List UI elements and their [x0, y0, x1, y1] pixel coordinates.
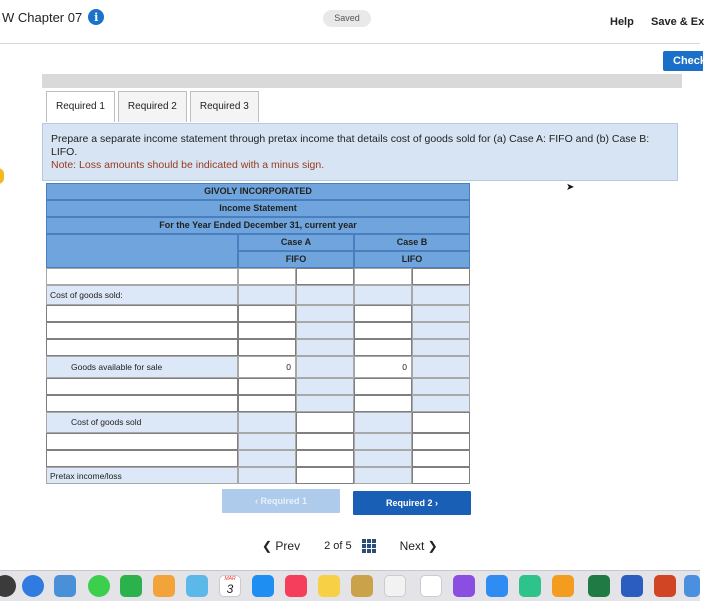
notes-icon[interactable]: [318, 575, 340, 597]
blank-cell: [412, 305, 470, 322]
instructions-note: Note: Loss amounts should be indicated with a minus sign.: [51, 159, 325, 171]
table-row: [46, 450, 470, 467]
table-row: [46, 305, 470, 322]
row-label-input[interactable]: [46, 395, 238, 412]
help-button[interactable]: Help: [610, 16, 634, 28]
next-button[interactable]: [400, 539, 438, 553]
dock: [0, 570, 700, 601]
company-name: GIVOLY INCORPORATED: [46, 183, 470, 200]
table-row: [46, 339, 470, 356]
powerpoint-icon[interactable]: [654, 575, 676, 597]
blank-cell: [354, 412, 412, 433]
tab-required-1[interactable]: Required 1: [46, 91, 115, 122]
case-b-input[interactable]: [412, 450, 470, 467]
blank-cell: [412, 285, 470, 305]
case-b-input[interactable]: [412, 268, 470, 285]
tab-required-3[interactable]: Required 3: [190, 91, 259, 122]
blank-cell: [296, 378, 354, 395]
table-row: [46, 322, 470, 339]
row-label-input[interactable]: [46, 322, 238, 339]
maps-icon[interactable]: [186, 575, 208, 597]
row-label-input[interactable]: [46, 378, 238, 395]
chevron-right-icon: ›: [432, 498, 438, 508]
pretax-income-label: Pretax income/loss: [46, 467, 238, 484]
blank-cell: [354, 433, 412, 450]
next-required-label: Required 2: [385, 498, 433, 508]
calendar-month: MAR: [224, 576, 236, 582]
case-a-input[interactable]: [296, 268, 354, 285]
music-icon[interactable]: [285, 575, 307, 597]
mail-icon[interactable]: [54, 575, 76, 597]
blank-cell: [296, 395, 354, 412]
saved-status-badge: Saved: [323, 10, 371, 27]
blank-cell: [296, 305, 354, 322]
statement-period: For the Year Ended December 31, current year: [46, 217, 470, 234]
case-a-input[interactable]: [238, 339, 296, 356]
freeform-icon[interactable]: [420, 575, 442, 597]
cogs-case-b-input[interactable]: [412, 412, 470, 433]
podcasts-icon[interactable]: [453, 575, 475, 597]
case-b-input[interactable]: [354, 378, 412, 395]
finder-icon[interactable]: [486, 575, 508, 597]
table-row: [46, 356, 470, 373]
blank-cell: [296, 356, 354, 378]
case-b-input[interactable]: [354, 395, 412, 412]
excel-icon[interactable]: [588, 575, 610, 597]
app-icon[interactable]: [684, 575, 700, 597]
blank-cell: [238, 467, 296, 484]
grid-icon[interactable]: [362, 539, 376, 553]
chevron-left-icon: ‹: [254, 496, 261, 506]
row-label-input[interactable]: [46, 433, 238, 450]
tab-required-2[interactable]: Required 2: [118, 91, 187, 122]
prev-button[interactable]: [262, 539, 300, 553]
facetime-icon[interactable]: [120, 575, 142, 597]
blank-cell: [238, 450, 296, 467]
case-b-input[interactable]: [354, 268, 412, 285]
case-a-header: Case A: [238, 234, 354, 251]
table-row: [46, 412, 470, 429]
required-tabs: [46, 91, 262, 122]
blank-cell: [412, 395, 470, 412]
app-icon[interactable]: [351, 575, 373, 597]
goods-available-case-a: 0: [238, 356, 296, 378]
instructions-text: Prepare a separate income statement through pretax income that details cost of goods sold for (a) Case A: FIFO and (b) Case B: LIFO.: [51, 133, 650, 158]
blank-cell: [354, 467, 412, 484]
table-row: [46, 395, 470, 412]
reminders-icon[interactable]: [384, 575, 406, 597]
page-indicator: 2 of 5: [324, 540, 352, 552]
blank-cell: [296, 322, 354, 339]
cost-of-goods-sold-label: Cost of goods sold: [46, 412, 238, 433]
case-b-input[interactable]: [354, 339, 412, 356]
table-row: [46, 433, 470, 450]
header-blank: [46, 234, 238, 268]
goods-available-label: Goods available for sale: [46, 356, 238, 378]
blank-cell: [412, 322, 470, 339]
blank-cell: [412, 356, 470, 378]
chevron-right-icon: ❯: [424, 539, 438, 553]
side-indicator: [0, 168, 4, 184]
blank-cell: [238, 412, 296, 433]
calendar-day: 3: [226, 582, 234, 596]
next-label: Next: [399, 539, 425, 553]
check-button[interactable]: Check: [663, 51, 703, 71]
question-pager: [262, 539, 438, 553]
case-a-input[interactable]: [238, 305, 296, 322]
chapter-title-text: W Chapter 07: [2, 9, 83, 25]
mouse-cursor-icon: ➤: [566, 182, 575, 193]
case-a-input[interactable]: [296, 450, 354, 467]
case-a-input[interactable]: [238, 395, 296, 412]
goods-available-case-b: 0: [354, 356, 412, 378]
case-a-input[interactable]: [238, 378, 296, 395]
instructions-panel: [42, 123, 678, 181]
chapter-title: [2, 9, 104, 25]
word-icon[interactable]: [621, 575, 643, 597]
statement-title: Income Statement: [46, 200, 470, 217]
case-b-input[interactable]: [354, 305, 412, 322]
prev-required-label: Required 1: [260, 496, 307, 506]
cogs-section-label: Cost of goods sold:: [46, 285, 238, 305]
chevron-left-icon: ❮: [262, 539, 276, 553]
save-exit-button[interactable]: Save & Ex: [651, 16, 705, 28]
case-b-input[interactable]: [354, 322, 412, 339]
photos-icon[interactable]: [153, 575, 175, 597]
case-b-header: Case B: [354, 234, 470, 251]
table-row: [46, 268, 470, 285]
info-icon[interactable]: i: [88, 9, 104, 25]
prev-label: Prev: [275, 539, 301, 553]
row-label-input[interactable]: [46, 450, 238, 467]
table-row: [46, 285, 470, 302]
table-row: [46, 378, 470, 395]
blank-cell: [296, 339, 354, 356]
row-label-input[interactable]: [46, 305, 238, 322]
blank-cell: [238, 433, 296, 450]
numbers-icon[interactable]: [519, 575, 541, 597]
app-store-icon[interactable]: [252, 575, 274, 597]
blank-cell: [412, 339, 470, 356]
blank-cell: [296, 285, 354, 305]
blank-cell: [354, 450, 412, 467]
next-required-button[interactable]: [353, 491, 471, 515]
calendar-icon[interactable]: [219, 575, 241, 597]
case-b-input[interactable]: [412, 433, 470, 450]
blank-cell: [238, 285, 296, 305]
cogs-case-a-input[interactable]: [296, 412, 354, 433]
row-label-input[interactable]: [46, 268, 238, 285]
launchpad-icon[interactable]: [0, 575, 16, 597]
case-a-method: FIFO: [238, 251, 354, 268]
case-a-input[interactable]: [238, 322, 296, 339]
top-bar: [0, 0, 705, 44]
messages-icon[interactable]: [88, 575, 110, 597]
blank-cell: [412, 378, 470, 395]
progress-divider: [42, 74, 682, 88]
pages-icon[interactable]: [552, 575, 574, 597]
case-a-input[interactable]: [238, 268, 296, 285]
case-b-method: LIFO: [354, 251, 470, 268]
blank-cell: [354, 285, 412, 305]
table-row: [46, 467, 470, 484]
safari-icon[interactable]: [22, 575, 44, 597]
case-a-input[interactable]: [296, 433, 354, 450]
pretax-case-a-input[interactable]: [296, 467, 354, 484]
prev-required-button[interactable]: [222, 489, 340, 513]
row-label-input[interactable]: [46, 339, 238, 356]
pretax-case-b-input[interactable]: [412, 467, 470, 484]
